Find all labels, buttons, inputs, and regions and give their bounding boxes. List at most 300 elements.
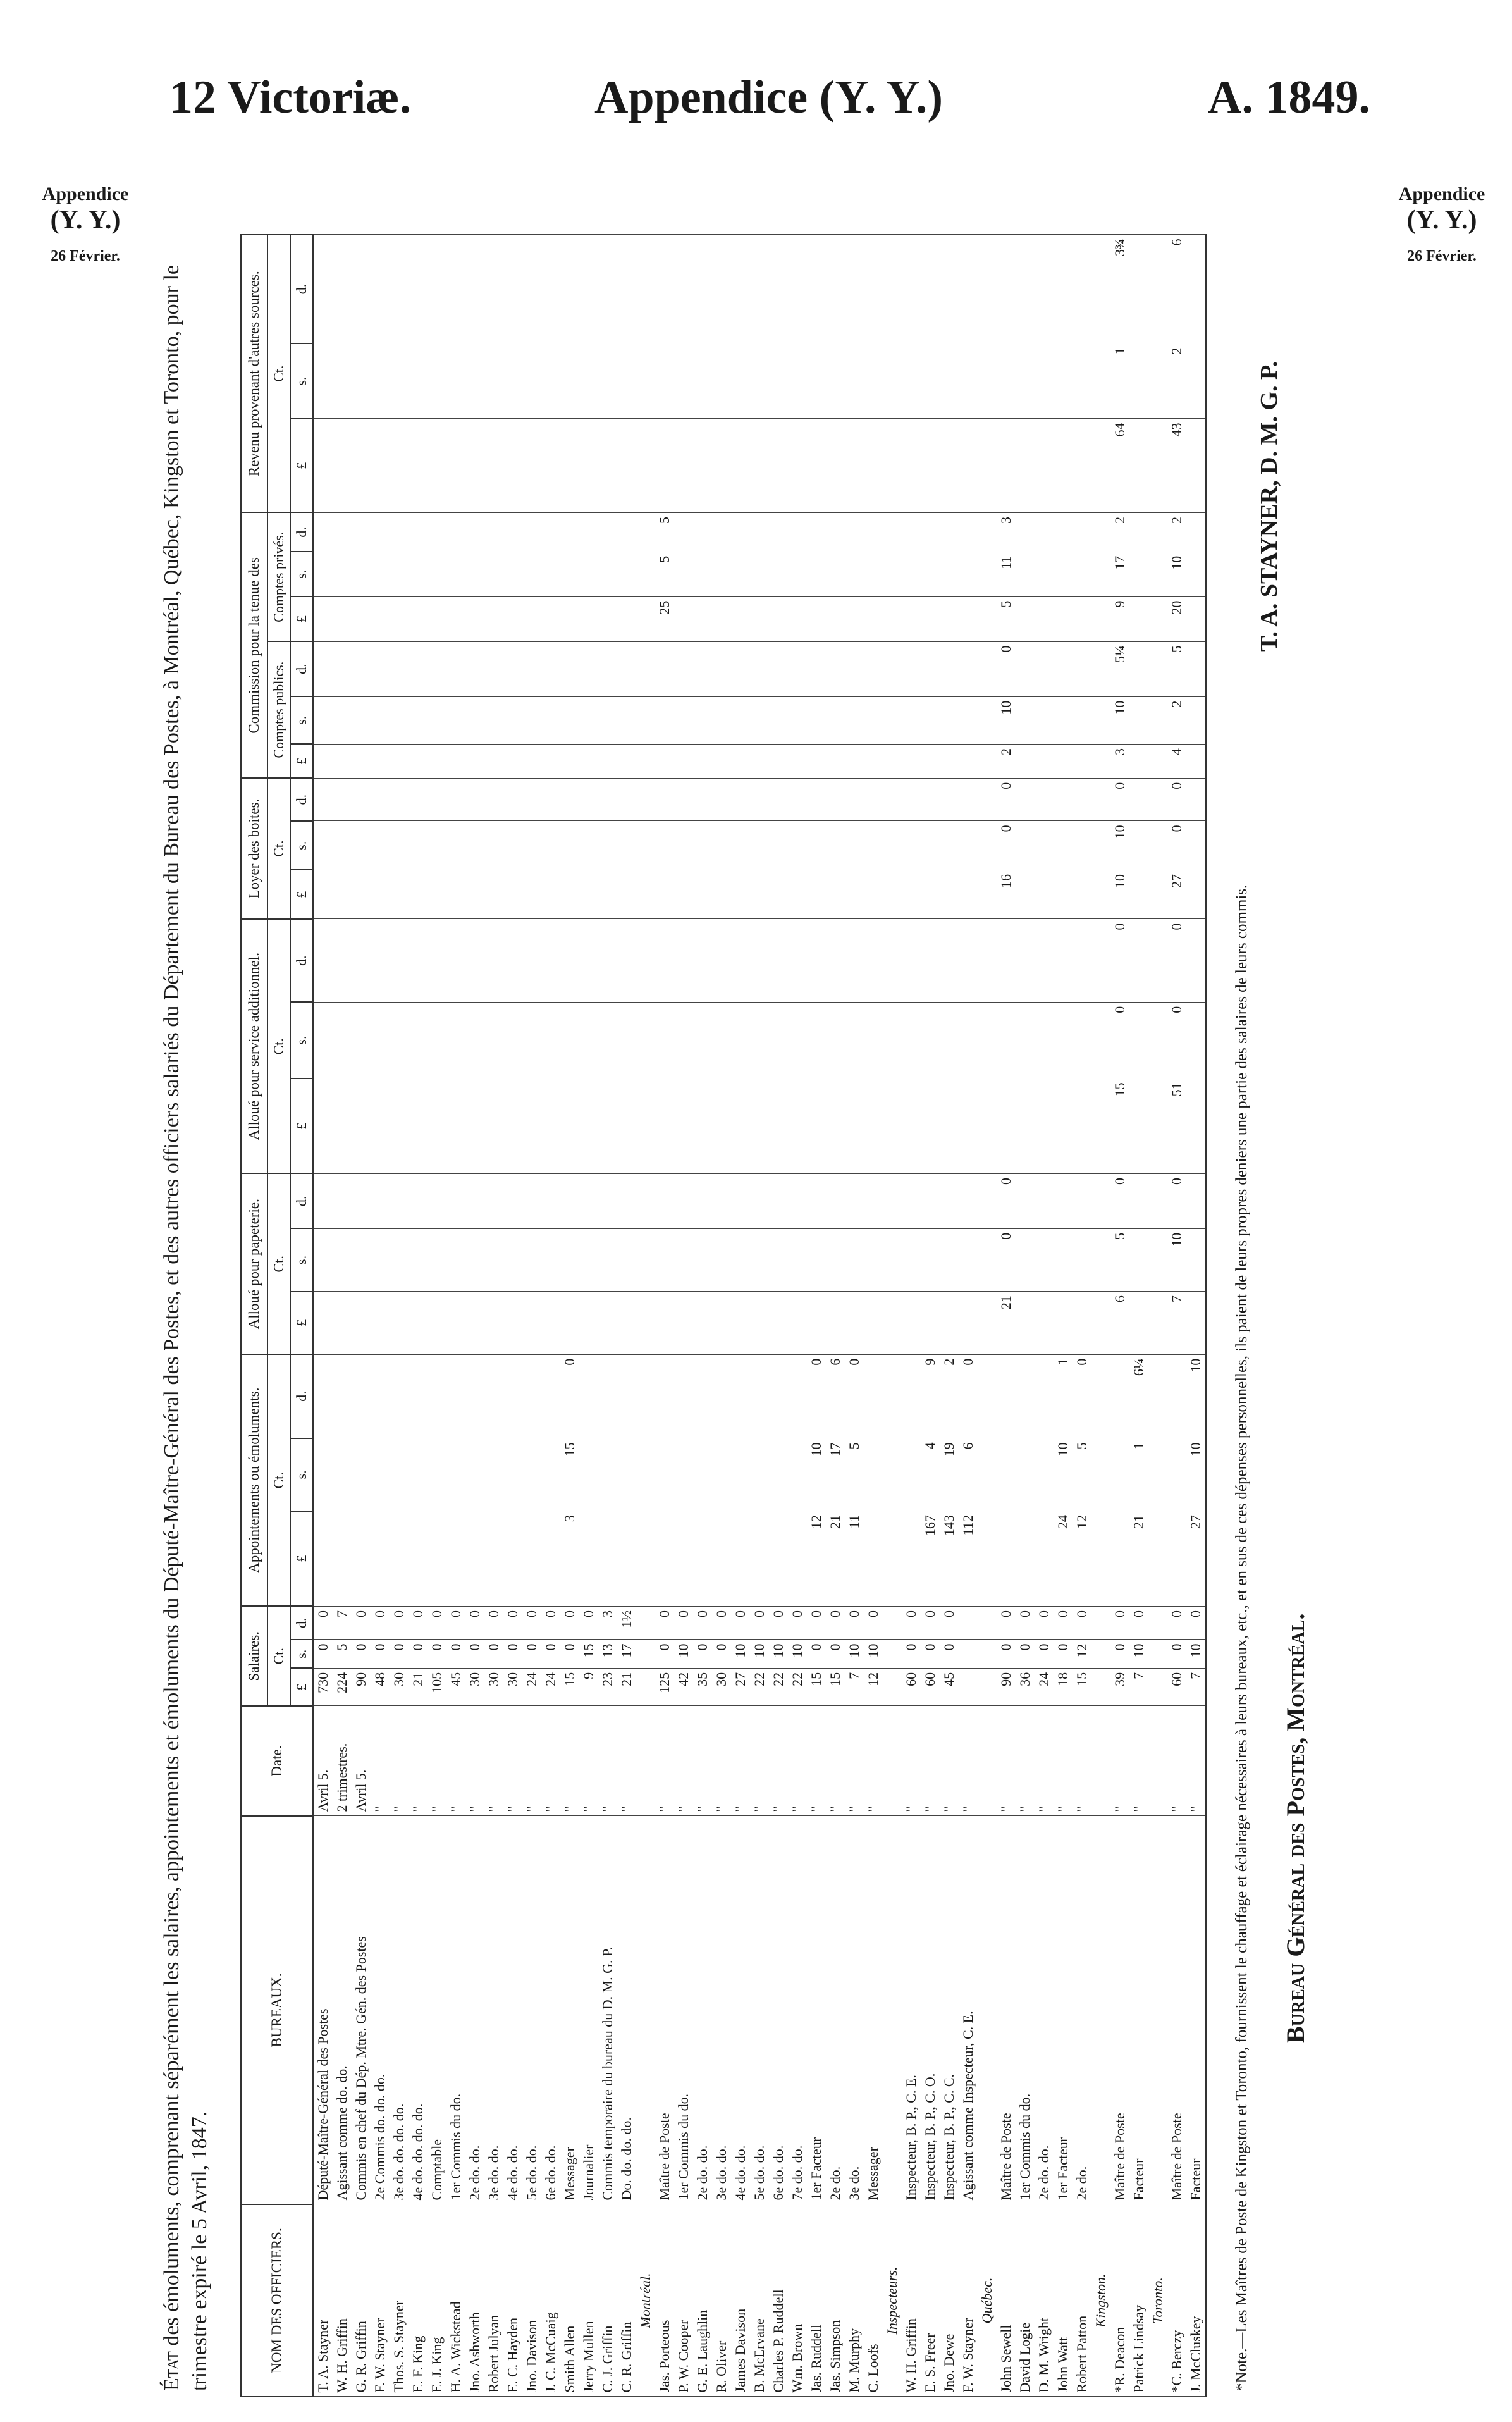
cpub-amount [1035, 696, 1054, 744]
signature: T. A. STAYNER, D. M. G. P. [1256, 361, 1282, 652]
pap-amount [446, 1173, 465, 1228]
office-name: 6e do. do. [769, 1816, 788, 2204]
rev-amount [1035, 343, 1054, 419]
rev-amount [1129, 419, 1148, 512]
empty-cell [1148, 919, 1167, 1002]
table-row [446, 235, 465, 2397]
date-cell: " [750, 1706, 769, 1816]
sal-amount: 0 [807, 1640, 826, 1668]
loy-amount [352, 821, 371, 870]
loy-amount [807, 870, 826, 919]
pap-amount [674, 1292, 693, 1354]
cpriv-amount [750, 596, 769, 641]
sal-amount: 1½ [617, 1606, 636, 1640]
app-amount [390, 1354, 409, 1438]
rev-amount [769, 419, 788, 512]
app-amount [409, 1438, 427, 1511]
empty-cell [636, 1228, 655, 1291]
sal-amount: 30 [390, 1668, 409, 1706]
pap-amount [371, 1173, 390, 1228]
sal-amount: 0 [371, 1606, 390, 1640]
officer-name: C. Loofs [864, 2204, 883, 2397]
office-name: Agissant comme Inspecteur, C. E. [959, 1816, 978, 2204]
rev-amount [503, 235, 522, 343]
serv-amount [921, 919, 940, 1002]
cpub-amount [352, 744, 371, 778]
serv-amount [940, 919, 959, 1002]
serv-amount [959, 1002, 978, 1078]
serv-amount [674, 1002, 693, 1078]
cpub-amount [655, 641, 674, 696]
loy-amount [864, 870, 883, 919]
officer-name: Jno. Dewe [940, 2204, 959, 2397]
ct-label: Ct. [267, 235, 290, 512]
money-unit: s. [290, 343, 313, 419]
app-amount: 24 [1054, 1511, 1073, 1607]
loy-amount [1035, 870, 1054, 919]
empty-cell [978, 744, 997, 778]
app-amount [674, 1438, 693, 1511]
loy-amount [427, 870, 446, 919]
cpub-amount [1129, 696, 1148, 744]
sal-amount: 0 [427, 1606, 446, 1640]
cpriv-amount [446, 596, 465, 641]
sal-amount: 0 [1129, 1606, 1148, 1640]
cpub-amount [731, 696, 750, 744]
app-amount [674, 1354, 693, 1438]
loy-amount [845, 821, 864, 870]
rev-amount [1016, 235, 1035, 343]
pap-amount [446, 1228, 465, 1291]
pap-amount [1073, 1292, 1091, 1354]
app-amount [731, 1438, 750, 1511]
pap-amount [560, 1292, 579, 1354]
sal-amount: 0 [826, 1606, 845, 1640]
cpub-amount [788, 744, 807, 778]
serv-amount [598, 919, 617, 1002]
cpub-amount [541, 744, 560, 778]
money-unit: s. [290, 1438, 313, 1511]
table-row [522, 235, 541, 2397]
money-unit: d. [290, 512, 313, 552]
pap-amount [598, 1173, 617, 1228]
empty-cell [1148, 343, 1167, 419]
date-cell: " [503, 1706, 522, 1816]
serv-amount [1016, 919, 1035, 1002]
rev-amount [1035, 235, 1054, 343]
app-amount: 3 [560, 1511, 579, 1607]
pap-amount [352, 1292, 371, 1354]
sal-amount: 0 [807, 1606, 826, 1640]
empty-cell [978, 1438, 997, 1511]
cpub-amount [371, 641, 390, 696]
cpub-amount [1073, 641, 1091, 696]
officer-name: M. Murphy [845, 2204, 864, 2397]
rev-amount [484, 343, 503, 419]
pap-amount [1035, 1292, 1054, 1354]
cpub-amount [390, 744, 409, 778]
rev-amount [409, 419, 427, 512]
cpub-amount [427, 744, 446, 778]
sal-amount: 15 [826, 1668, 845, 1706]
serv-amount [390, 1002, 409, 1078]
table-row [693, 235, 712, 2397]
rev-amount [1035, 419, 1054, 512]
app-amount [333, 1354, 352, 1438]
cpriv-amount [371, 552, 390, 596]
rev-amount [352, 343, 371, 419]
pap-amount: 0 [997, 1228, 1016, 1291]
rev-amount [826, 343, 845, 419]
sal-amount: 0 [579, 1606, 598, 1640]
cpub-amount [503, 744, 522, 778]
app-amount [788, 1511, 807, 1607]
empty-cell [636, 1606, 655, 1640]
pap-amount [655, 1228, 674, 1291]
officer-name: Jas. Ruddell [807, 2204, 826, 2397]
ct-label: Ct. [267, 919, 290, 1173]
cpriv-amount [788, 552, 807, 596]
money-unit: d. [290, 1173, 313, 1228]
date-cell: " [902, 1706, 921, 1816]
sal-amount: 0 [522, 1640, 541, 1668]
serv-amount [1186, 919, 1206, 1002]
serv-amount [371, 919, 390, 1002]
rev-amount [807, 235, 826, 343]
cpub-amount [446, 696, 465, 744]
section-label: Montréal. [636, 2204, 655, 2397]
cpriv-amount [769, 596, 788, 641]
cpriv-amount [465, 552, 484, 596]
sal-amount: 0 [352, 1606, 371, 1640]
empty-cell [883, 1173, 902, 1228]
money-unit: £ [290, 1078, 313, 1174]
pap-amount [655, 1173, 674, 1228]
officer-name: E. C. Hayden [503, 2204, 522, 2397]
app-amount: 0 [807, 1354, 826, 1438]
ct-label: Ct. [267, 1354, 290, 1606]
rev-amount [921, 419, 940, 512]
empty-cell [883, 1511, 902, 1607]
rev-amount [1054, 419, 1073, 512]
loy-amount [371, 778, 390, 821]
pap-amount [333, 1228, 352, 1291]
cpriv-amount [1016, 552, 1035, 596]
sal-amount: 22 [750, 1668, 769, 1706]
serv-amount [390, 1078, 409, 1174]
sal-amount: 45 [940, 1668, 959, 1706]
cpub-amount [313, 696, 333, 744]
date-cell: " [522, 1706, 541, 1816]
sal-amount: 36 [1016, 1668, 1035, 1706]
cpriv-amount [333, 512, 352, 552]
empty-cell [1091, 696, 1110, 744]
cpriv-amount [940, 512, 959, 552]
app-amount [1167, 1354, 1186, 1438]
date-cell: " [845, 1706, 864, 1816]
date-cell: " [693, 1706, 712, 1816]
rev-amount [826, 235, 845, 343]
app-amount [579, 1438, 598, 1511]
loy-amount [712, 778, 731, 821]
cpriv-amount [693, 552, 712, 596]
money-unit: £ [290, 596, 313, 641]
sal-amount: 0 [446, 1606, 465, 1640]
date-cell: " [1129, 1706, 1148, 1816]
rev-amount [655, 235, 674, 343]
office-name: 3e do. [845, 1816, 864, 2204]
sal-amount: 21 [617, 1668, 636, 1706]
rev-amount [959, 419, 978, 512]
serv-amount [352, 1078, 371, 1174]
loy-amount [598, 778, 617, 821]
serv-amount [446, 1002, 465, 1078]
empty-cell [1091, 1002, 1110, 1078]
cpub-amount [465, 744, 484, 778]
officer-name: Robert Julyan [484, 2204, 503, 2397]
section-row [636, 235, 655, 2397]
rev-amount [674, 235, 693, 343]
cpub-amount [712, 696, 731, 744]
cpriv-amount: 5 [655, 552, 674, 596]
sal-amount: 0 [409, 1640, 427, 1668]
sal-amount: 0 [940, 1606, 959, 1640]
table-row [541, 235, 560, 2397]
pap-amount [750, 1292, 769, 1354]
empty-cell [1091, 512, 1110, 552]
cpub-amount [750, 641, 769, 696]
rev-amount [1073, 343, 1091, 419]
money-unit: £ [290, 870, 313, 919]
pap-amount: 0 [1110, 1173, 1129, 1228]
table-row [940, 235, 959, 2397]
sal-amount: 0 [902, 1640, 921, 1668]
serv-amount [1054, 919, 1073, 1002]
serv-amount [579, 1002, 598, 1078]
empty-cell [883, 1354, 902, 1438]
pap-amount [579, 1228, 598, 1291]
side-note-appendix: (Y. Y.) [50, 206, 121, 235]
app-amount [655, 1438, 674, 1511]
app-amount [352, 1354, 371, 1438]
pap-amount [503, 1292, 522, 1354]
rev-amount [655, 343, 674, 419]
loy-amount [959, 870, 978, 919]
serv-amount [427, 1002, 446, 1078]
rev-amount [617, 235, 636, 343]
pap-amount [1073, 1228, 1091, 1291]
office-name: Maître de Poste [1167, 1816, 1186, 2204]
money-unit: d. [290, 1606, 313, 1640]
serv-amount [522, 919, 541, 1002]
rev-amount [390, 343, 409, 419]
money-unit: d. [290, 778, 313, 821]
pap-amount [959, 1173, 978, 1228]
sal-amount: 15 [560, 1668, 579, 1706]
app-amount [902, 1354, 921, 1438]
date-cell: " [1186, 1706, 1206, 1816]
loy-amount [1073, 821, 1091, 870]
app-amount [371, 1511, 390, 1607]
cpub-amount [788, 641, 807, 696]
date-cell: " [1035, 1706, 1054, 1816]
serv-amount [807, 1002, 826, 1078]
app-amount [484, 1438, 503, 1511]
sal-amount: 13 [598, 1640, 617, 1668]
sal-amount: 0 [1110, 1640, 1129, 1668]
empty-cell [636, 235, 655, 343]
col-papeterie: Alloué pour papeterie. [241, 1173, 267, 1354]
office-name: Messager [864, 1816, 883, 2204]
empty-cell [1148, 870, 1167, 919]
empty-cell [978, 343, 997, 419]
rev-amount [788, 419, 807, 512]
date-cell: " [655, 1706, 674, 1816]
cpub-amount [845, 696, 864, 744]
loy-amount [1016, 821, 1035, 870]
loy-amount [921, 870, 940, 919]
serv-amount [313, 1078, 333, 1174]
cpriv-amount: 3 [997, 512, 1016, 552]
pap-amount [617, 1292, 636, 1354]
ct-label: Ct. [267, 1606, 290, 1706]
date-cell: " [1016, 1706, 1035, 1816]
loy-amount [921, 778, 940, 821]
app-amount [1016, 1354, 1035, 1438]
loy-amount [333, 870, 352, 919]
cpriv-amount [333, 552, 352, 596]
cpub-amount [313, 744, 333, 778]
cpriv-amount [674, 512, 693, 552]
loy-amount [617, 778, 636, 821]
rev-amount [313, 235, 333, 343]
app-amount [750, 1354, 769, 1438]
sal-amount: 0 [750, 1606, 769, 1640]
cpriv-amount [484, 596, 503, 641]
pap-amount [371, 1228, 390, 1291]
loy-amount: 0 [1167, 778, 1186, 821]
pap-amount [390, 1173, 409, 1228]
app-amount [352, 1511, 371, 1607]
serv-amount [427, 1078, 446, 1174]
loy-amount [598, 870, 617, 919]
cpriv-amount [446, 512, 465, 552]
col-date: Date. [241, 1706, 313, 1816]
sal-amount: 7 [1186, 1668, 1206, 1706]
loy-amount [465, 778, 484, 821]
office-name: Journalier [579, 1816, 598, 2204]
pap-amount [712, 1228, 731, 1291]
office-name: 1er Facteur [1054, 1816, 1073, 2204]
date-cell: " [371, 1706, 390, 1816]
cpriv-amount [1054, 596, 1073, 641]
officer-name: R. Oliver [712, 2204, 731, 2397]
officer-name: Jerry Mullen [579, 2204, 598, 2397]
loy-amount [541, 778, 560, 821]
serv-amount [712, 919, 731, 1002]
serv-amount [864, 919, 883, 1002]
cpriv-amount [446, 552, 465, 596]
officer-name: E. J. King [427, 2204, 446, 2397]
side-note-label: Appendice [42, 183, 129, 204]
table-row [1054, 235, 1073, 2397]
sal-amount: 0 [503, 1606, 522, 1640]
emoluments-table [240, 234, 1207, 2397]
app-amount [693, 1438, 712, 1511]
cpub-amount [826, 641, 845, 696]
empty-cell [1148, 821, 1167, 870]
pap-amount [1186, 1292, 1206, 1354]
loy-amount [693, 870, 712, 919]
rev-amount [1129, 343, 1148, 419]
cpriv-amount [693, 512, 712, 552]
serv-amount [598, 1078, 617, 1174]
empty-cell [636, 552, 655, 596]
office-name: Agissant comme do. do. [333, 1816, 352, 2204]
table-row [655, 235, 674, 2397]
cpriv-amount [371, 512, 390, 552]
pap-amount [1186, 1228, 1206, 1291]
sal-amount: 0 [674, 1606, 693, 1640]
office-name: 1er Facteur [807, 1816, 826, 2204]
sal-amount: 0 [655, 1606, 674, 1640]
serv-amount [541, 1078, 560, 1174]
cpriv-amount [1073, 596, 1091, 641]
app-amount [427, 1354, 446, 1438]
date-cell: Avril 5. [352, 1706, 371, 1816]
pap-amount [390, 1228, 409, 1291]
office-name: 2e Commis do. do. do. [371, 1816, 390, 2204]
section-label: Québec. [978, 2204, 997, 2397]
loy-amount [959, 778, 978, 821]
serv-amount [465, 1078, 484, 1174]
empty-cell [978, 1816, 997, 2204]
loy-amount [731, 870, 750, 919]
app-amount: 1 [1054, 1354, 1073, 1438]
serv-amount [560, 1002, 579, 1078]
loy-amount [465, 821, 484, 870]
pap-amount [731, 1292, 750, 1354]
officer-name: *C. Berczy [1167, 2204, 1186, 2397]
cpriv-amount [1054, 552, 1073, 596]
table-row [427, 235, 446, 2397]
cpub-amount [409, 641, 427, 696]
cpub-amount [1186, 696, 1206, 744]
sal-amount: 24 [1035, 1668, 1054, 1706]
cpub-amount [333, 641, 352, 696]
ct-label: Ct. [267, 1173, 290, 1354]
app-amount [313, 1511, 333, 1607]
date-cell: " [807, 1706, 826, 1816]
app-amount [1110, 1438, 1129, 1511]
empty-cell [1148, 1511, 1167, 1607]
table-row [1035, 235, 1054, 2397]
loy-amount: 0 [997, 778, 1016, 821]
serv-amount [1129, 1078, 1148, 1174]
sal-amount: 0 [1054, 1606, 1073, 1640]
rev-amount [579, 419, 598, 512]
pap-amount [522, 1228, 541, 1291]
office-name: Inspecteur, B. P., C. E. [902, 1816, 921, 2204]
cpriv-amount [1186, 596, 1206, 641]
serv-amount [371, 1002, 390, 1078]
serv-amount [997, 1002, 1016, 1078]
loy-amount [313, 870, 333, 919]
rev-amount [731, 419, 750, 512]
serv-amount [864, 1078, 883, 1174]
app-amount [541, 1354, 560, 1438]
serv-amount [731, 919, 750, 1002]
